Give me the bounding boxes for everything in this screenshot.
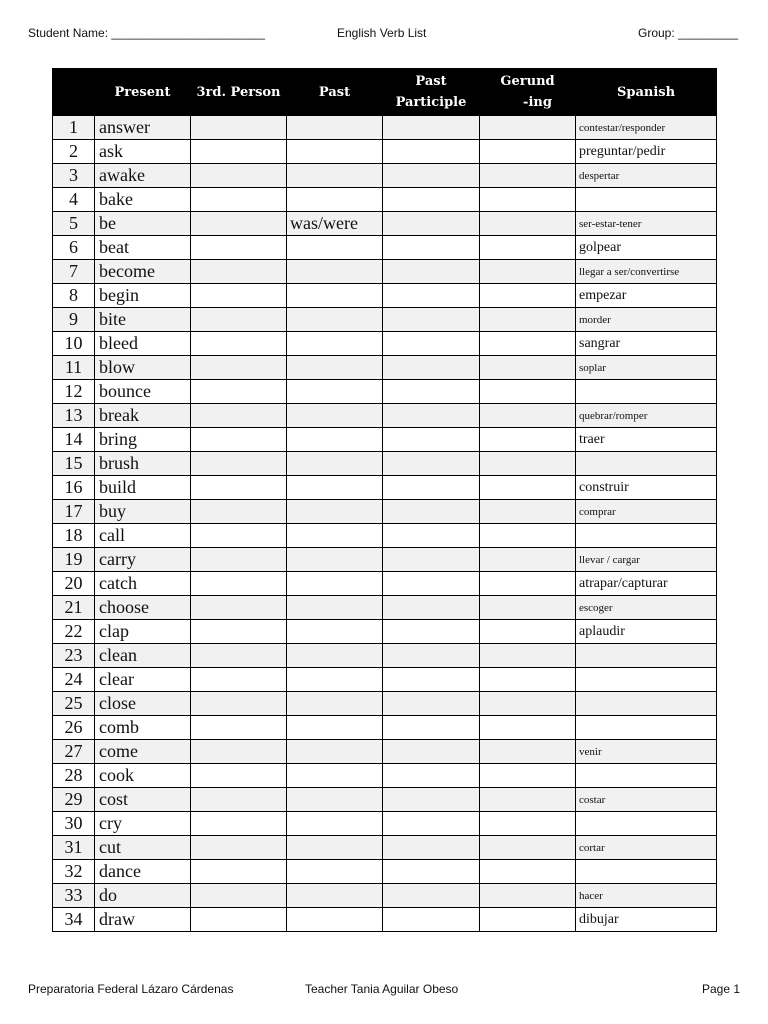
row-number: 1: [53, 116, 95, 140]
gerund-cell[interactable]: [480, 332, 576, 356]
past-participle-cell[interactable]: [383, 788, 480, 812]
gerund-cell[interactable]: [480, 140, 576, 164]
present-cell: clap: [95, 620, 191, 644]
gerund-cell[interactable]: [480, 452, 576, 476]
past-participle-cell[interactable]: [383, 404, 480, 428]
past-cell[interactable]: [287, 188, 383, 212]
gerund-cell[interactable]: [480, 692, 576, 716]
spanish-cell: [576, 644, 717, 668]
teacher-name: Teacher Tania Aguilar Obeso: [305, 982, 459, 996]
past-cell[interactable]: [287, 788, 383, 812]
past-participle-cell[interactable]: [383, 548, 480, 572]
row-number: 5: [53, 212, 95, 236]
row-number: 11: [53, 356, 95, 380]
present-cell: buy: [95, 500, 191, 524]
past-participle-cell[interactable]: [383, 284, 480, 308]
third-person-cell[interactable]: [191, 236, 287, 260]
present-cell: cost: [95, 788, 191, 812]
row-number: 33: [53, 884, 95, 908]
past-cell[interactable]: [287, 908, 383, 932]
table-row: [53, 404, 717, 428]
third-person-cell[interactable]: [191, 908, 287, 932]
spanish-cell: morder: [576, 308, 717, 332]
present-cell: close: [95, 692, 191, 716]
spanish-cell: golpear: [576, 236, 717, 260]
gerund-cell[interactable]: [480, 812, 576, 836]
gerund-cell[interactable]: [480, 188, 576, 212]
spanish-cell: soplar: [576, 356, 717, 380]
row-number: 25: [53, 692, 95, 716]
past-cell[interactable]: [287, 668, 383, 692]
past-participle-cell[interactable]: [383, 500, 480, 524]
past-participle-cell[interactable]: [383, 332, 480, 356]
row-number: 15: [53, 452, 95, 476]
past-cell[interactable]: [287, 476, 383, 500]
third-person-cell[interactable]: [191, 620, 287, 644]
school-name: Preparatoria Federal Lázaro Cárdenas: [28, 982, 234, 996]
gerund-cell[interactable]: [480, 620, 576, 644]
past-cell[interactable]: [287, 164, 383, 188]
spanish-cell: hacer: [576, 884, 717, 908]
gerund-cell[interactable]: [480, 164, 576, 188]
gerund-cell[interactable]: [480, 284, 576, 308]
third-person-cell[interactable]: [191, 740, 287, 764]
past-participle-cell[interactable]: [383, 908, 480, 932]
table-row: [53, 836, 717, 860]
gerund-cell[interactable]: [480, 476, 576, 500]
past-cell[interactable]: [287, 356, 383, 380]
gerund-cell[interactable]: [480, 308, 576, 332]
page-header: [0, 26, 768, 46]
table-row: [53, 284, 717, 308]
table-row: [53, 236, 717, 260]
gerund-cell[interactable]: [480, 356, 576, 380]
gerund-cell[interactable]: [480, 740, 576, 764]
row-number: 28: [53, 764, 95, 788]
past-cell[interactable]: [287, 884, 383, 908]
spanish-cell: [576, 380, 717, 404]
past-participle-cell[interactable]: [383, 884, 480, 908]
table-row: [53, 812, 717, 836]
gerund-cell[interactable]: [480, 116, 576, 140]
past-participle-cell[interactable]: [383, 356, 480, 380]
spanish-cell: construir: [576, 476, 717, 500]
table-row: [53, 500, 717, 524]
present-cell: brush: [95, 452, 191, 476]
third-person-cell[interactable]: [191, 668, 287, 692]
spanish-cell: costar: [576, 788, 717, 812]
third-person-cell[interactable]: [191, 380, 287, 404]
row-number: 13: [53, 404, 95, 428]
past-cell[interactable]: [287, 836, 383, 860]
third-person-cell[interactable]: [191, 764, 287, 788]
past-cell[interactable]: [287, 428, 383, 452]
gerund-column-header: Gerund -ing: [480, 69, 576, 116]
spanish-cell: [576, 452, 717, 476]
third-person-cell[interactable]: [191, 404, 287, 428]
row-number: 3: [53, 164, 95, 188]
third-person-cell[interactable]: [191, 884, 287, 908]
row-number: 19: [53, 548, 95, 572]
past-cell[interactable]: [287, 404, 383, 428]
past-cell[interactable]: [287, 716, 383, 740]
spanish-cell: [576, 692, 717, 716]
present-cell: break: [95, 404, 191, 428]
spanish-cell: [576, 668, 717, 692]
third-person-cell[interactable]: [191, 356, 287, 380]
past-cell[interactable]: [287, 740, 383, 764]
third-person-cell[interactable]: [191, 524, 287, 548]
table-row: [53, 692, 717, 716]
third-person-cell[interactable]: [191, 812, 287, 836]
spanish-cell: comprar: [576, 500, 717, 524]
past-cell[interactable]: [287, 332, 383, 356]
row-number: 17: [53, 500, 95, 524]
number-column-header: [53, 69, 95, 116]
row-number: 29: [53, 788, 95, 812]
table-row: [53, 716, 717, 740]
table-row: [53, 260, 717, 284]
present-column-header: Present: [95, 69, 191, 116]
document-title: English Verb List: [337, 26, 427, 40]
table-row: [53, 788, 717, 812]
row-number: 31: [53, 836, 95, 860]
spanish-cell: [576, 716, 717, 740]
row-number: 14: [53, 428, 95, 452]
third-person-cell[interactable]: [191, 716, 287, 740]
row-number: 22: [53, 620, 95, 644]
third-person-cell[interactable]: [191, 476, 287, 500]
table-row: [53, 452, 717, 476]
past-cell[interactable]: [287, 116, 383, 140]
table-row: [53, 164, 717, 188]
present-cell: bake: [95, 188, 191, 212]
past-participle-cell[interactable]: [383, 380, 480, 404]
table-row: [53, 764, 717, 788]
spanish-cell: [576, 860, 717, 884]
present-cell: blow: [95, 356, 191, 380]
gerund-cell[interactable]: [480, 524, 576, 548]
row-number: 8: [53, 284, 95, 308]
past-participle-cell[interactable]: [383, 188, 480, 212]
past-cell[interactable]: [287, 308, 383, 332]
past-cell[interactable]: [287, 524, 383, 548]
past-cell[interactable]: [287, 284, 383, 308]
spanish-cell: llevar / cargar: [576, 548, 717, 572]
past-cell[interactable]: [287, 260, 383, 284]
present-cell: bite: [95, 308, 191, 332]
third-person-cell[interactable]: [191, 788, 287, 812]
table-row: [53, 476, 717, 500]
row-number: 26: [53, 716, 95, 740]
row-number: 20: [53, 572, 95, 596]
spanish-cell: dibujar: [576, 908, 717, 932]
present-cell: beat: [95, 236, 191, 260]
table-row: [53, 908, 717, 932]
past-participle-cell[interactable]: [383, 740, 480, 764]
gerund-cell[interactable]: [480, 500, 576, 524]
gerund-cell[interactable]: [480, 380, 576, 404]
table-row: [53, 620, 717, 644]
past-participle-cell[interactable]: [383, 572, 480, 596]
past-participle-cell[interactable]: [383, 596, 480, 620]
past-cell[interactable]: [287, 812, 383, 836]
past-cell[interactable]: [287, 860, 383, 884]
present-cell: become: [95, 260, 191, 284]
spanish-cell: venir: [576, 740, 717, 764]
spanish-cell: cortar: [576, 836, 717, 860]
past-participle-cell[interactable]: [383, 308, 480, 332]
table-row: [53, 740, 717, 764]
third-person-cell[interactable]: [191, 308, 287, 332]
gerund-cell[interactable]: [480, 884, 576, 908]
row-number: 6: [53, 236, 95, 260]
present-cell: come: [95, 740, 191, 764]
present-cell: comb: [95, 716, 191, 740]
present-cell: call: [95, 524, 191, 548]
third-person-cell[interactable]: [191, 260, 287, 284]
past-participle-cell[interactable]: [383, 140, 480, 164]
page-number: Page 1: [702, 982, 741, 996]
table-row: [53, 116, 717, 140]
table-row: [53, 308, 717, 332]
past-participle-cell[interactable]: [383, 116, 480, 140]
spanish-cell: empezar: [576, 284, 717, 308]
past-participle-cell[interactable]: [383, 764, 480, 788]
table-row: [53, 572, 717, 596]
table-row: [53, 140, 717, 164]
third-person-cell[interactable]: [191, 548, 287, 572]
table-row: [53, 332, 717, 356]
table-row: [53, 644, 717, 668]
past-cell[interactable]: [287, 644, 383, 668]
past-participle-cell[interactable]: [383, 428, 480, 452]
gerund-cell[interactable]: [480, 596, 576, 620]
present-cell: cry: [95, 812, 191, 836]
past-participle-cell[interactable]: [383, 716, 480, 740]
past-cell[interactable]: [287, 572, 383, 596]
past-cell[interactable]: was/were: [287, 212, 383, 236]
table-row: [53, 212, 717, 236]
present-cell: clear: [95, 668, 191, 692]
third-person-cell[interactable]: [191, 332, 287, 356]
past-participle-column-header: Past Participle: [383, 69, 480, 116]
third-person-cell[interactable]: [191, 116, 287, 140]
gerund-cell[interactable]: [480, 860, 576, 884]
gerund-cell[interactable]: [480, 236, 576, 260]
gerund-cell[interactable]: [480, 260, 576, 284]
third-person-cell[interactable]: [191, 284, 287, 308]
past-participle-cell[interactable]: [383, 668, 480, 692]
present-cell: bring: [95, 428, 191, 452]
row-number: 7: [53, 260, 95, 284]
past-cell[interactable]: [287, 764, 383, 788]
page-footer: [0, 982, 768, 1002]
third-person-cell[interactable]: [191, 596, 287, 620]
present-cell: be: [95, 212, 191, 236]
present-cell: catch: [95, 572, 191, 596]
past-participle-cell[interactable]: [383, 644, 480, 668]
table-row: [53, 380, 717, 404]
present-cell: do: [95, 884, 191, 908]
gerund-cell[interactable]: [480, 668, 576, 692]
third-person-cell[interactable]: [191, 188, 287, 212]
gerund-cell[interactable]: [480, 548, 576, 572]
past-cell[interactable]: [287, 380, 383, 404]
spanish-cell: [576, 188, 717, 212]
third-person-cell[interactable]: [191, 164, 287, 188]
past-participle-cell[interactable]: [383, 836, 480, 860]
spanish-cell: aplaudir: [576, 620, 717, 644]
gerund-cell[interactable]: [480, 404, 576, 428]
past-participle-cell[interactable]: [383, 620, 480, 644]
present-cell: dance: [95, 860, 191, 884]
row-number: 24: [53, 668, 95, 692]
table-row: [53, 356, 717, 380]
table-row: [53, 188, 717, 212]
past-participle-cell[interactable]: [383, 692, 480, 716]
row-number: 23: [53, 644, 95, 668]
past-participle-cell[interactable]: [383, 164, 480, 188]
row-number: 32: [53, 860, 95, 884]
present-cell: bleed: [95, 332, 191, 356]
row-number: 16: [53, 476, 95, 500]
gerund-cell[interactable]: [480, 764, 576, 788]
gerund-cell[interactable]: [480, 788, 576, 812]
row-number: 34: [53, 908, 95, 932]
row-number: 21: [53, 596, 95, 620]
gerund-cell[interactable]: [480, 908, 576, 932]
gerund-cell[interactable]: [480, 716, 576, 740]
spanish-cell: traer: [576, 428, 717, 452]
past-participle-cell[interactable]: [383, 524, 480, 548]
present-cell: cut: [95, 836, 191, 860]
table-header-row: [53, 69, 717, 116]
third-person-cell[interactable]: [191, 644, 287, 668]
row-number: 10: [53, 332, 95, 356]
verb-table: [52, 68, 717, 932]
spanish-cell: ser-estar-tener: [576, 212, 717, 236]
table-row: [53, 668, 717, 692]
row-number: 9: [53, 308, 95, 332]
table-row: [53, 428, 717, 452]
spanish-cell: [576, 524, 717, 548]
third-person-cell[interactable]: [191, 572, 287, 596]
present-cell: build: [95, 476, 191, 500]
present-cell: ask: [95, 140, 191, 164]
row-number: 18: [53, 524, 95, 548]
third-person-cell[interactable]: [191, 212, 287, 236]
row-number: 30: [53, 812, 95, 836]
spanish-cell: llegar a ser/convertirse: [576, 260, 717, 284]
third-person-cell[interactable]: [191, 500, 287, 524]
present-cell: clean: [95, 644, 191, 668]
past-cell[interactable]: [287, 548, 383, 572]
gerund-cell[interactable]: [480, 644, 576, 668]
present-cell: awake: [95, 164, 191, 188]
spanish-cell: quebrar/romper: [576, 404, 717, 428]
spanish-cell: escoger: [576, 596, 717, 620]
table-row: [53, 524, 717, 548]
spanish-cell: [576, 812, 717, 836]
past-participle-cell[interactable]: [383, 236, 480, 260]
present-cell: begin: [95, 284, 191, 308]
present-cell: bounce: [95, 380, 191, 404]
third-person-cell[interactable]: [191, 860, 287, 884]
third-person-cell[interactable]: [191, 452, 287, 476]
past-participle-cell[interactable]: [383, 860, 480, 884]
third-person-cell[interactable]: [191, 836, 287, 860]
past-participle-cell[interactable]: [383, 812, 480, 836]
row-number: 4: [53, 188, 95, 212]
row-number: 2: [53, 140, 95, 164]
gerund-cell[interactable]: [480, 212, 576, 236]
past-cell[interactable]: [287, 236, 383, 260]
spanish-cell: sangrar: [576, 332, 717, 356]
present-cell: cook: [95, 764, 191, 788]
past-participle-cell[interactable]: [383, 452, 480, 476]
past-column-header: Past: [287, 69, 383, 116]
past-cell[interactable]: [287, 620, 383, 644]
past-cell[interactable]: [287, 140, 383, 164]
spanish-cell: preguntar/pedir: [576, 140, 717, 164]
spanish-cell: atrapar/capturar: [576, 572, 717, 596]
past-participle-cell[interactable]: [383, 260, 480, 284]
third-person-cell[interactable]: [191, 140, 287, 164]
table-row: [53, 548, 717, 572]
past-participle-cell[interactable]: [383, 212, 480, 236]
past-cell[interactable]: [287, 452, 383, 476]
past-participle-cell[interactable]: [383, 476, 480, 500]
present-cell: draw: [95, 908, 191, 932]
table-row: [53, 860, 717, 884]
past-cell[interactable]: [287, 500, 383, 524]
present-cell: answer: [95, 116, 191, 140]
present-cell: carry: [95, 548, 191, 572]
third-person-cell[interactable]: [191, 692, 287, 716]
table-row: [53, 596, 717, 620]
spanish-cell: despertar: [576, 164, 717, 188]
gerund-cell[interactable]: [480, 428, 576, 452]
spanish-cell: [576, 764, 717, 788]
past-cell[interactable]: [287, 596, 383, 620]
spanish-column-header: Spanish: [576, 69, 717, 116]
table-row: [53, 884, 717, 908]
group-field: Group: _________: [638, 26, 739, 40]
student-name-field: Student Name: _______________________: [28, 26, 265, 40]
third-person-column-header: 3rd. Person: [191, 69, 287, 116]
row-number: 27: [53, 740, 95, 764]
row-number: 12: [53, 380, 95, 404]
gerund-cell[interactable]: [480, 836, 576, 860]
past-cell[interactable]: [287, 692, 383, 716]
third-person-cell[interactable]: [191, 428, 287, 452]
present-cell: choose: [95, 596, 191, 620]
gerund-cell[interactable]: [480, 572, 576, 596]
spanish-cell: contestar/responder: [576, 116, 717, 140]
